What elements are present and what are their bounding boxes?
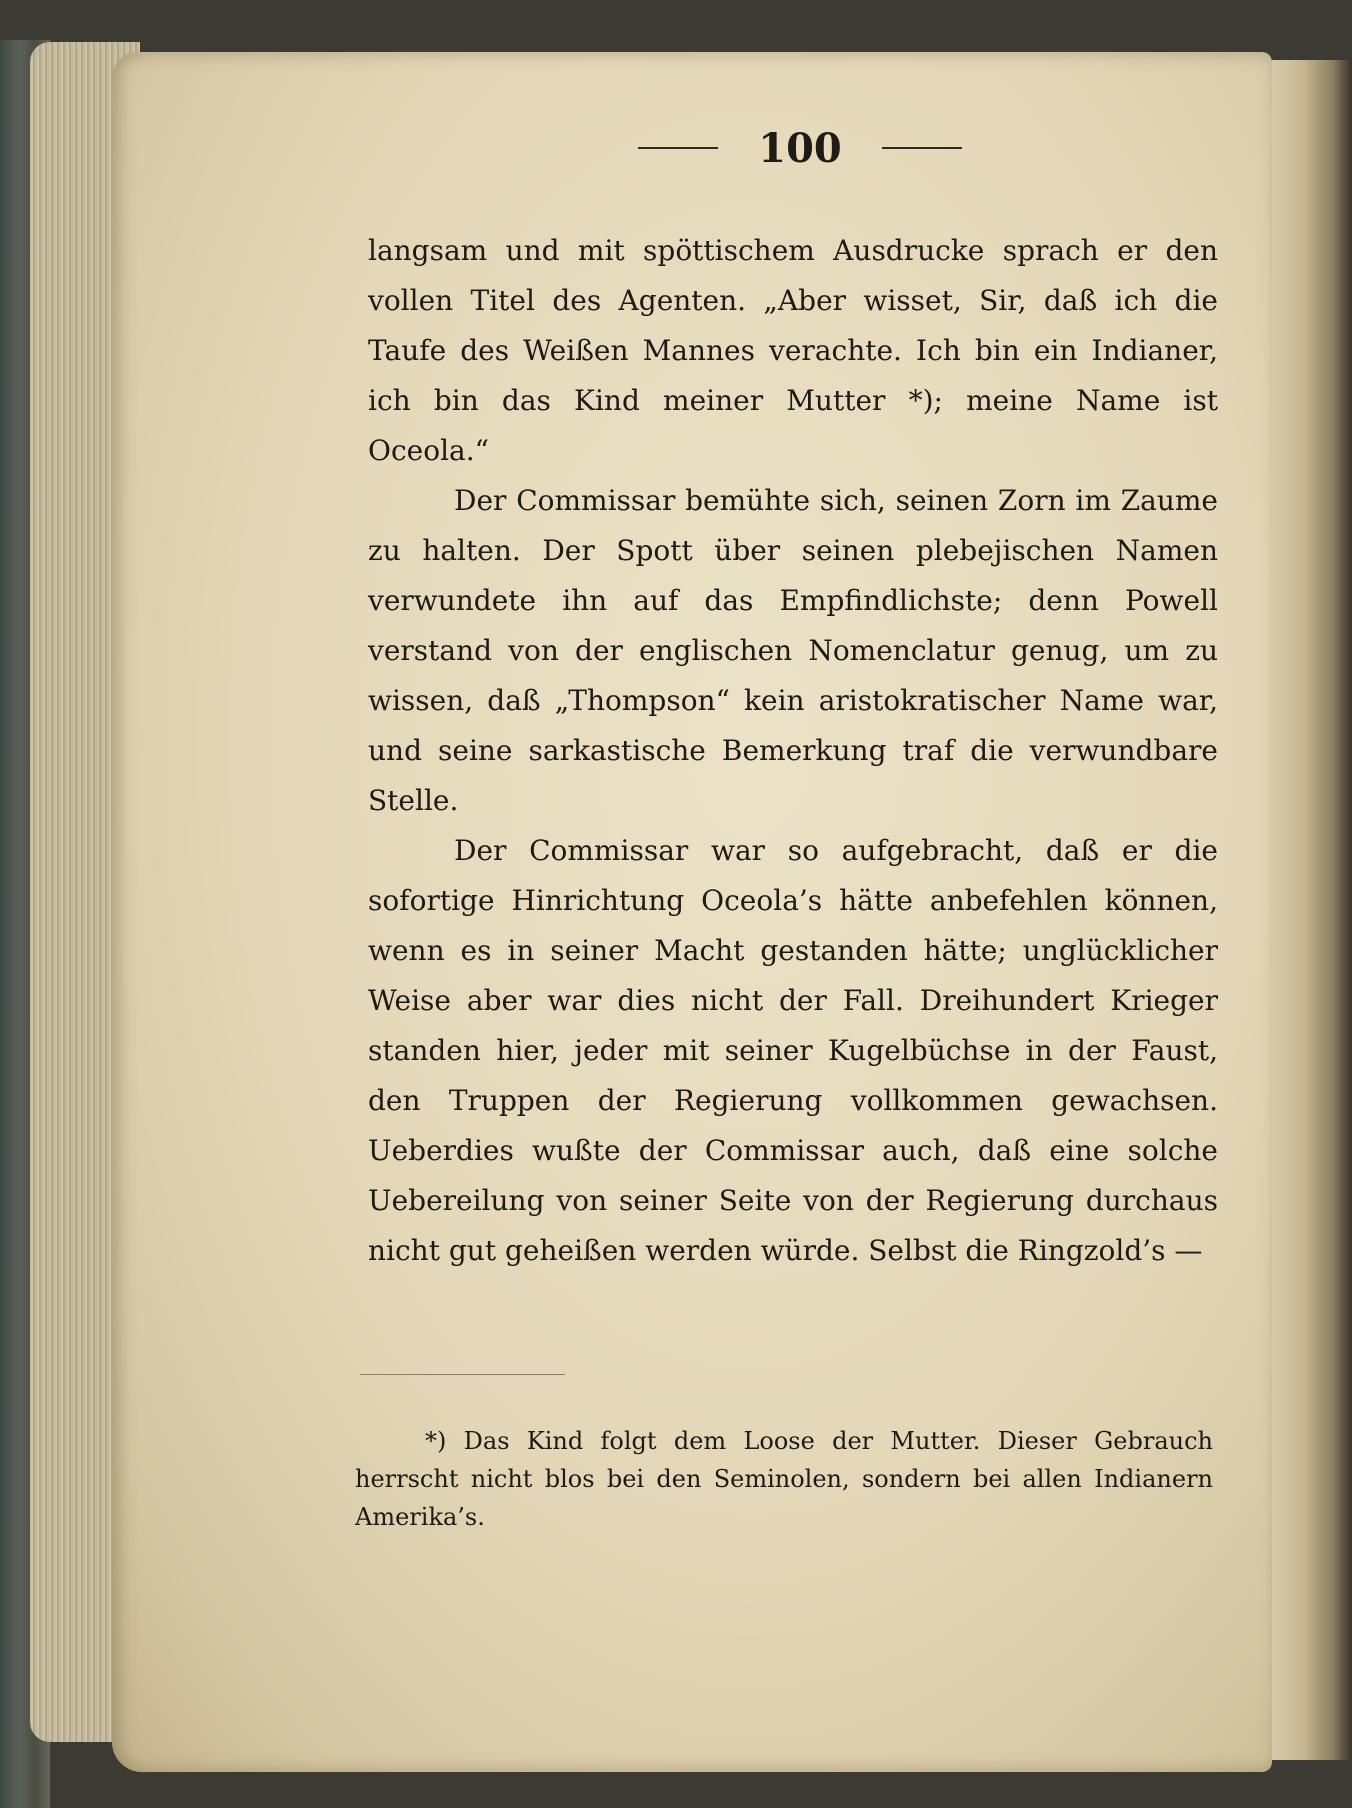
page-header: [600, 118, 1000, 178]
paragraph: Der Commissar bemühte sich, seinen Zorn im Zaume zu halten. Der Spott über seinen plebejischen Namen verwundete ihn auf das Empfindlichste; denn Powell verstand von der englischen Nomenclatur genug, um zu wissen, daß „Thompson“ kein aristokratischer Name war, und seine sarkastische Bemerkung traf die verwundbare Stelle.: [368, 484, 1218, 817]
body-text: [368, 226, 1218, 1276]
footnote-divider: [360, 1374, 565, 1375]
header-rule-left: [638, 147, 718, 149]
page-gutter: [1272, 60, 1352, 1760]
footnote-text: *) Das Kind folgt dem Loose der Mutter. Dieser Gebrauch herrscht nicht blos bei den Seminolen, sondern bei allen Indianern Amerika’s.: [355, 1427, 1213, 1531]
page-number: 100: [758, 124, 842, 172]
paragraph: Der Commissar war so aufgebracht, daß er die sofortige Hinrichtung Oceola’s hätte anbefehlen können, wenn es in seiner Macht gestanden hätte; unglücklicher Weise aber war dies nicht der Fall. Dreihundert Krieger standen hier, jeder mit seiner Kugelbüchse in der Faust, den Truppen der Regierung vollkommen gewachsen. Ueberdies wußte der Commissar auch, daß eine solche Uebereilung von seiner Seite von der Regierung durchaus nicht gut geheißen werden würde. Selbst die Ringzold’s —: [368, 834, 1218, 1267]
paragraph-continuation: langsam und mit spöttischem Ausdrucke sprach er den vollen Titel des Agenten. „Aber wisset, Sir, daß ich die Taufe des Weißen Mannes verachte. Ich bin ein Indianer, ich bin das Kind meiner Mutter *); meine Name ist Oceola.“: [368, 234, 1218, 467]
header-rule-right: [882, 147, 962, 149]
footnote: [355, 1422, 1213, 1536]
